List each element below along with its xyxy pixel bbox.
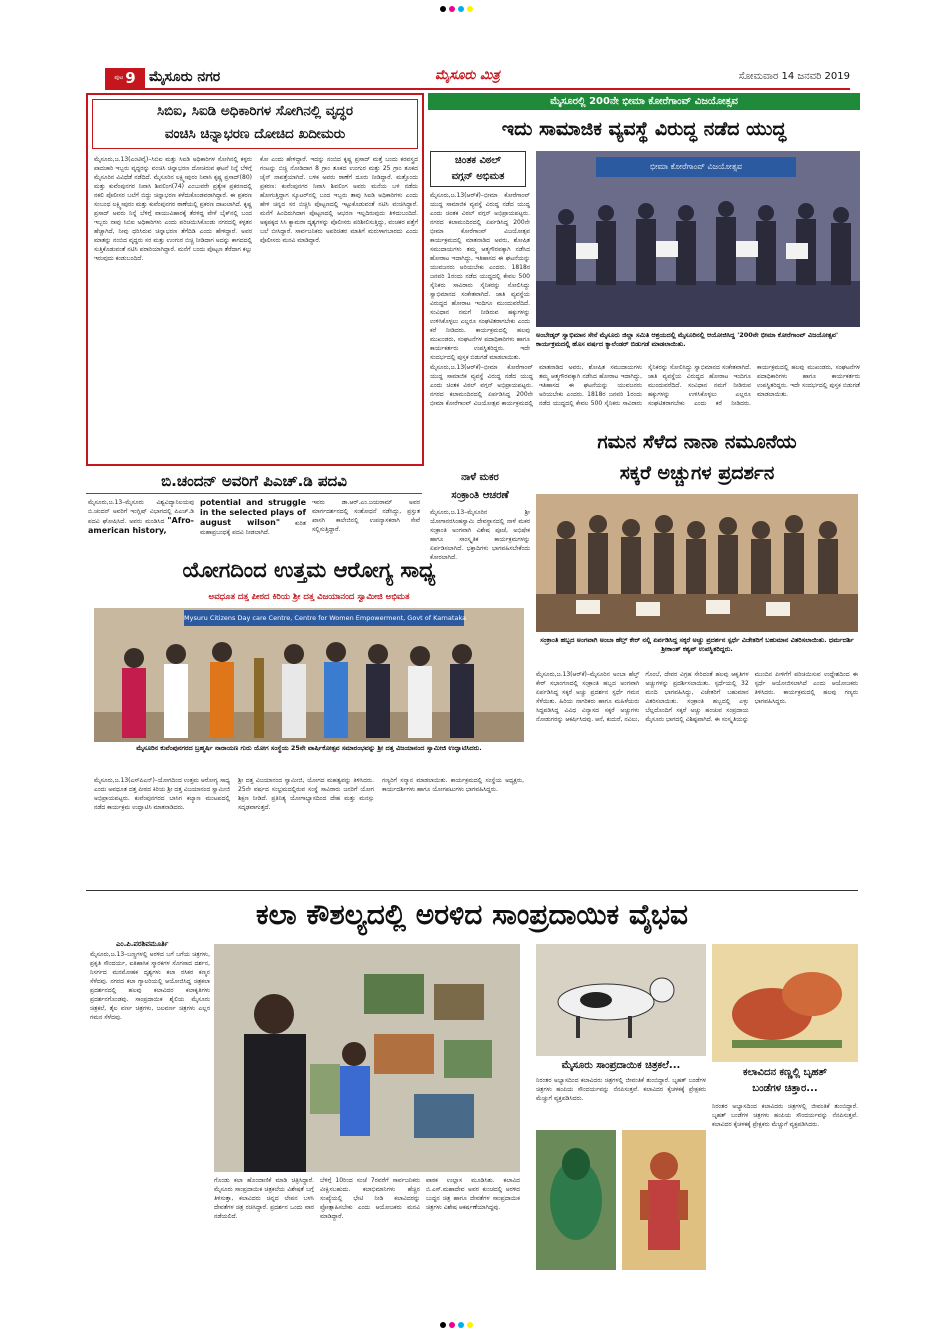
page-header: [105, 68, 850, 90]
story7-column-1: ಮೈಸೂರು,ಜ.13–ಬಣ್ಣಗಳಲ್ಲಿ ಅರಳಿದ ಬಗೆ ಬಗೆಯ ಚಿತ್ರಗಳು, ಪ್ರಕೃತಿ ಸೌಂದರ್ಯ, ಐತಿಹಾಸಿಕ ಸ್ಮಾರಕಗಳ ಸೊಗಸಾದ ದರ್ಶನ, ನಿಸರ್ಗದ ಮನಮೋಹಕ ದೃಶ್ಯಗಳು ಕಲಾ ರಸಿಕರ ಕಣ್ಮನ ಸೆಳೆದವು. ನಗರದ ಕಲಾ ಗ್ಯಾಲರಿಯಲ್ಲಿ ಆಯೋಜಿಸಿದ್ದ ಚಿತ್ರಕಲಾ ಪ್ರದರ್ಶನದಲ್ಲಿ ಹಲವು ಕಲಾವಿದರ ಕಲಾಕೃತಿಗಳು ಪ್ರದರ್ಶನಗೊಂಡವು. ಸಾಂಪ್ರದಾಯಿಕ ಶೈಲಿಯ ಮೈಸೂರು ಚಿತ್ರಕಲೆ, ತೈಲ ವರ್ಣ ಚಿತ್ರಗಳು, ಜಲವರ್ಣ ಚಿತ್ರಗಳು ಎಲ್ಲರ ಗಮನ ಸೆಳೆದವು.: [90, 951, 210, 1021]
story-yoga: [86, 552, 532, 836]
painting-buddha: [536, 1130, 616, 1270]
story7-right-column: ನಿರಂತರ ಅಭ್ಯಾಸದಿಂದ ಕಲಾವಿದರು ಚಿತ್ರಗಳಲ್ಲಿ ಜೀವಂತಿಕೆ ತುಂಬಿದ್ದಾರೆ. ಬೃಹತ್ ಬಂಡೆಗಳ ಚಿತ್ರಗಳು ಹಂಪಿಯ ಸೌಂದರ್ಯವನ್ನು ನೆನಪಿಸುತ್ತವೆ. ಕಲಾವಿದರ ಕೈಚಳಕಕ್ಕೆ ಪ್ರೇಕ್ಷಕರು ಮೆಚ್ಚುಗೆ ವ್ಯಕ್ತಪಡಿಸಿದರು.: [712, 1103, 858, 1128]
story7-column-4: ಪಾಠಕ ಉಲ್ಲಾಸ ಮೂಡಿಸಿತು. ಕಲಾವಿದ ಬಿ.ಎಸ್.ಮಹಾದೇವ ಅವರ ಕುಂಚದಲ್ಲಿ ಅರಳಿದ ಬುದ್ಧನ ಚಿತ್ರ ಹಾಗೂ ದೇವತೆಗಳ ಸಾಂಪ್ರದಾಯಿಕ ಚಿತ್ರಗಳು ವಿಶೇಷ ಆಕರ್ಷಣೆಯಾಗಿದ್ದವು.: [426, 1177, 520, 1211]
story5-body: ಮೈಸೂರು,ಜ.13(ಆರ್‌ಕೆ)–ಮೈಸೂರಿನ ಅಂಬಾ ಹೆಲ್ತ್ ಕೇರ್ ಸಭಾಂಗಣದಲ್ಲಿ ಸಂಕ್ರಾಂತಿ ಹಬ್ಬದ ಅಂಗವಾಗಿ ಏರ್ಪಡಿಸಿದ್ದ ಸಕ್ಕರೆ ಅಚ್ಚು ಪ್ರದರ್ಶನ ಸ್ಪರ್ಧೆ ಗಮನ ಸೆಳೆಯಿತು. ಹಿರಿಯ ನಾಗರಿಕರು ಹಾಗೂ ಮಹಿಳೆಯರು ಸಿದ್ಧಪಡಿಸಿದ್ದ ವಿವಿಧ ವಿನ್ಯಾಸದ ಸಕ್ಕರೆ ಅಚ್ಚುಗಳು ನೋಡುಗರನ್ನು ಆಕರ್ಷಿಸಿದವು. ಆನೆ, ಕುದುರೆ, ನವಿಲು, ಗೊಂಬೆ, ದೇವರ ವಿಗ್ರಹ ಸೇರಿದಂತೆ ಹಲವು ಆಕೃತಿಗಳ ಅಚ್ಚುಗಳನ್ನು ಪ್ರದರ್ಶಿಸಲಾಯಿತು. ಸ್ಪರ್ಧೆಯಲ್ಲಿ 32 ಮಂದಿ ಭಾಗವಹಿಸಿದ್ದು, ವಿಜೇತರಿಗೆ ಬಹುಮಾನ ವಿತರಿಸಲಾಯಿತು. ಸಂಕ್ರಾಂತಿ ಹಬ್ಬದಲ್ಲಿ ಎಳ್ಳು ಬೆಲ್ಲದೊಂದಿಗೆ ಸಕ್ಕರೆ ಅಚ್ಚು ಹಂಚುವ ಸಂಪ್ರದಾಯ ಮೈಸೂರು ಭಾಗದಲ್ಲಿ ವಿಶಿಷ್ಟವಾಗಿದೆ. ಈ ಸಂಸ್ಕೃತಿಯನ್ನು ಮುಂದಿನ ಪೀಳಿಗೆಗೆ ಪರಿಚಯಿಸುವ ಉದ್ದೇಶದಿಂದ ಈ ಸ್ಪರ್ಧೆ ಆಯೋಜಿಸಲಾಗಿದೆ ಎಂದು ಆಯೋಜಕರು ತಿಳಿಸಿದರು. ಕಾರ್ಯಕ್ರಮದಲ್ಲಿ ಹಲವು ಗಣ್ಯರು ಭಾಗವಹಿಸಿದ್ದರು.: [536, 671, 858, 723]
story7-column-3: ಬೆಳಿಗ್ಗೆ 10ರಿಂದ ಸಂಜೆ 7ರವರೆಗೆ ಸಾರ್ವಜನಿಕರು ವೀಕ್ಷಿಸಬಹುದು. ಕಲಾಭಿಮಾನಿಗಳು ಹೆಚ್ಚಿನ ಸಂಖ್ಯೆಯಲ್ಲಿ ಭೇಟಿ ನೀಡಿ ಕಲಾವಿದರನ್ನು ಪ್ರೋತ್ಸಾಹಿಸಬೇಕು ಎಂದು ಆಯೋಜಕರು ಮನವಿ ಮಾಡಿದ್ದಾರೆ.: [320, 1177, 420, 1220]
story2-body: ಮೈಸೂರು,ಜ.13(ಆರ್‌ಕೆ)–ಭೀಮಾ ಕೋರೆಗಾಂವ್ ಯುದ್ಧ ಸಾಮಾಜಿಕ ವ್ಯವಸ್ಥೆ ವಿರುದ್ಧ ನಡೆದ ಯುದ್ಧ ಎಂದು ಚಿಂತಕ ವಿಠಲ್ ವಗ್ಗನ್ ಅಭಿಪ್ರಾಯಪಟ್ಟರು. ನಗರದ ಕಲಾಮಂದಿರದಲ್ಲಿ ಏರ್ಪಡಿಸಿದ್ದ 200ನೇ ಭೀಮಾ ಕೋರೆಗಾಂವ್ ವಿಜಯೋತ್ಸವ ಕಾರ್ಯಕ್ರಮದಲ್ಲಿ ಮಾತನಾಡಿದ ಅವರು, ಶೋಷಿತ ಸಮುದಾಯಗಳು ತಮ್ಮ ಆತ್ಮಗೌರವಕ್ಕಾಗಿ ನಡೆಸಿದ ಹೋರಾಟ ಇದಾಗಿದ್ದು, ಇತಿಹಾಸದ ಈ ಘಟನೆಯನ್ನು ಯುವಜನರು ಅರಿಯಬೇಕು ಎಂದರು. 1818ರ ಜನವರಿ 1ರಂದು ನಡೆದ ಯುದ್ಧದಲ್ಲಿ ಕೇವಲ 500 ಸೈನಿಕರು ಸಾವಿರಾರು ಸೈನಿಕರನ್ನು ಸೋಲಿಸಿದ್ದು ಸ್ವಾಭಿಮಾನದ ಸಂಕೇತವಾಗಿದೆ. ಜಾತಿ ವ್ಯವಸ್ಥೆಯ ವಿರುದ್ಧದ ಹೋರಾಟ ಇಂದಿಗೂ ಮುಂದುವರೆದಿದೆ. ಸಂವಿಧಾನ ನಮಗೆ ನೀಡಿರುವ ಹಕ್ಕುಗಳನ್ನು ಉಳಿಸಿಕೊಳ್ಳಲು ಎಲ್ಲರೂ ಸಂಘಟಿತರಾಗಬೇಕು ಎಂದು ಕರೆ ನೀಡಿದರು. ಕಾರ್ಯಕ್ರಮದಲ್ಲಿ ಹಲವು ಮುಖಂಡರು, ಸಂಘಟನೆಗಳ ಪದಾಧಿಕಾರಿಗಳು ಹಾಗೂ ಕಾರ್ಯಕರ್ತರು ಉಪಸ್ಥಿತರಿದ್ದರು. ಇದೇ ಸಂದರ್ಭದಲ್ಲಿ ಪುಸ್ತಕ ಬಿಡುಗಡೆ ಮಾಡಲಾಯಿತು.: [430, 192, 530, 361]
headline-cbi-fraud: ಸಿಬಿಐ, ಸಿಐಡಿ ಅಧಿಕಾರಿಗಳ ಸೋಗಿನಲ್ಲಿ ವೃದ್ಧರ ವಂಚಿಸಿ ಚಿನ್ನಾಭರಣ ದೋಚಿದ ಖದೀಮರು: [92, 99, 418, 149]
story-koregaon: [428, 93, 860, 463]
issue-date: ಸೋಮವಾರ 14 ಜನವರಿ 2019: [738, 71, 850, 82]
story7-column-2: ಗೊಂಡು ಕಲಾ ಹೊಂದಾಣಿಕೆ ಮಾಡಿ ಚಿತ್ರಿಸಿದ್ದಾರೆ. ಮೈಸೂರು ಸಾಂಪ್ರದಾಯಿಕ ಚಿತ್ರಕಲೆಯ ವಿಶೇಷತೆ ಬಗ್ಗೆ ತಿಳಿಸುತ್ತಾ, ಕಲಾವಿದರು ಚಿನ್ನದ ಲೇಪನ ಬಳಸಿ ದೇವತೆಗಳ ಚಿತ್ರ ರಚಿಸಿದ್ದಾರೆ. ಪ್ರದರ್ಶನ ಒಂದು ವಾರ ನಡೆಯಲಿದೆ.: [214, 1177, 314, 1220]
story-sugar-moulds: [536, 426, 858, 836]
quote-title: "Afro-american history,: [88, 516, 194, 535]
koregaon-caption: ಅಂಬೇಡ್ಕರ್ ಸ್ವಾಭಿಮಾನ ಸೇನೆ ಮೈಸೂರು ಜಿಲ್ಲಾ ಸಮಿತಿ ಆಶ್ರಯದಲ್ಲಿ ಮೈಸೂರಿನಲ್ಲಿ ಆಯೋಜಿಸಿದ್ದ '200ನೇ ಭೀಮಾ ಕೋರೆಗಾಂವ್ ವಿಜಯೋತ್ಸವ' ಕಾರ್ಯಕ್ರಮದಲ್ಲಿ ಹೊಸ ವರ್ಷದ ಕ್ಯಾಲೆಂಡರ್ ಬಿಡುಗಡೆ ಮಾಡಲಾಯಿತು.: [536, 331, 838, 348]
newspaper-name: ಮೈಸೂರು ಮಿತ್ರ: [435, 68, 500, 83]
section-name: ಮೈಸೂರು ನಗರ: [149, 69, 221, 85]
story3-column-3: ಇವರು ಡಾ.ಆರ್.ಎಂ.ಜಯರಾಮ್ ಅವರ ಮಾರ್ಗದರ್ಶನದಲ್ಲಿ ಸಂಶೋಧನೆ ನಡೆಸಿದ್ದು, ಪ್ರಸ್ತುತ ಖಾಸಗಿ ಕಾಲೇಜಿನಲ್ಲಿ ಉಪನ್ಯಾಸಕರಾಗಿ ಸೇವೆ ಸಲ್ಲಿಸುತ್ತಿದ್ದಾರೆ.: [312, 499, 420, 533]
painting-caption-2: ಕಲಾವಿದನ ಕಣ್ಣಲ್ಲಿ ಬೃಹತ್ ಬಂಡೆಗಳ ಚಿತ್ತಾರ...: [743, 1067, 827, 1094]
story3-column-2: potential and struggle in the selected plays of august wilson" ಕುರಿತ ಮಹಾಪ್ರಬಂಧಕ್ಕೆ ಪದವಿ ನೀಡಲಾಗಿದೆ.: [200, 498, 306, 536]
yoga-caption: ಮೈಸೂರಿನ ಕುವೆಂಪುನಗರದ ಬ್ರಹ್ಮರ್ಷಿ ನಾರಾಯಣ ಗುರು ಯೋಗ ಸಂಸ್ಥೆಯ 25ನೇ ವಾರ್ಷಿಕೋತ್ಸವ ಸಮಾರಂಭವನ್ನು ಶ್ರೀ ದತ್ತ ವಿಜಯಾನಂದ ಸ್ವಾಮೀಜಿ ಉದ್ಘಾಟಿಸಿದರು.: [136, 744, 482, 752]
story3-column-1: ಮೈಸೂರು,ಜ.13–ಮೈಸೂರು ವಿಶ್ವವಿದ್ಯಾನಿಲಯವು ಬಿ.ಚಂದನ್ ಅವರಿಗೆ ಇಂಗ್ಲಿಷ್ ವಿಭಾಗದಲ್ಲಿ ಪಿಎಚ್.ಡಿ ಪದವಿ ಘೋಷಿಸಿದೆ. ಅವರು ಮಂಡಿಸಿದ "Afro-american history,: [88, 499, 194, 535]
art-byline: ಎಂ.ಪಿ.ಪರಶಿವಮೂರ್ತಿ: [116, 940, 169, 948]
painter-photo: [214, 944, 520, 1172]
story1-column-2: ಕೋ ಎಂದು ಹೇಳಿದ್ದಾರೆ. ಇದನ್ನು ನಂಬಿದ ಕೃಷ್ಣ ಪ್ರಸಾದ್ ಮತ್ತೆ ಬಂದು ಕರವಸ್ತ್ರದ ಗಂಟನ್ನು ಬಿಚ್ಚಿ ನೋಡಿದಾಗ 8 ಗ್ರಾಂ ತೂಕದ ಉಂಗುರ ಮತ್ತು 25 ಗ್ರಾಂ ತೂಕದ ಚೈನ್ ನಾಪತ್ತೆಯಾಗಿದೆ. ಬಳಿಕ ಅವರು ಠಾಣೆಗೆ ದೂರು ನೀಡಿದ್ದಾರೆ. ಮತ್ತೊಂದು ಪ್ರಕರಣ: ಕುವೆಂಪುನಗರ ನಿವಾಸಿ ಶಿವಲಿಂಗ ಅವರು ಮನೆಯ ಬಳಿ ನಡೆದು ಹೋಗುತ್ತಿದ್ದಾಗ ಸ್ಕೂಟರ್‌ನಲ್ಲಿ ಬಂದ ಇಬ್ಬರು ತಾವು ಸಿಐಡಿ ಅಧಿಕಾರಿಗಳು ಎಂದು ಹೇಳಿ ಚಿನ್ನದ ಸರ ಬಿಚ್ಚಿಸಿ ಪೊಟ್ಟಣದಲ್ಲಿ ಇಟ್ಟುಕೊಡುವಂತೆ ನಟಿಸಿ ವಂಚಿಸಿದ್ದಾರೆ. ಮನೆಗೆ ಹಿಂದಿರುಗಿದಾಗ ಪೊಟ್ಟಣದಲ್ಲಿ ಆಭರಣ ಇಲ್ಲದಿರುವುದು ತಿಳಿದುಬಂದಿದೆ. ಅಕ್ಕಪಕ್ಕದ ಸಿಸಿ ಕ್ಯಾಮರಾ ದೃಶ್ಯಗಳನ್ನು ಪೊಲೀಸರು ಪರಿಶೀಲಿಸುತ್ತಿದ್ದು, ವಂಚಕರ ಪತ್ತೆಗೆ ಬಲೆ ಬೀಸಿದ್ದಾರೆ. ಸಾರ್ವಜನಿಕರು ಅಪರಿಚಿತರ ಮಾತಿಗೆ ಮರುಳಾಗಬಾರದು ಎಂದು ಪೊಲೀಸರು ಮನವಿ ಮಾಡಿದ್ದಾರೆ.: [260, 156, 418, 244]
stage-banner: ಭೀಮಾ ಕೋರೆಗಾಂವ್ ವಿಜಯೋತ್ಸವ: [596, 157, 796, 177]
author-box: ಚಿಂತಕ ವಿಠಲ್ ವಗ್ಗನ್ ಅಭಿಮತ: [430, 151, 526, 187]
story-cbi-fraud: [86, 93, 424, 466]
headline-phd: ಬಿ.ಚಂದನ್ ಅವರಿಗೆ ಪಿಎಚ್.ಡಿ ಪದವಿ: [86, 468, 422, 494]
painting-caption-1: ಮೈಸೂರು ಸಾಂಪ್ರದಾಯಿಕ ಚಿತ್ರಕಲೆ...: [561, 1060, 681, 1071]
sugar-moulds-caption: ಸಂಕ್ರಾಂತಿ ಹಬ್ಬದ ಅಂಗವಾಗಿ ಅಂಬಾ ಹೆಲ್ತ್ ಕೇರ್ ನಲ್ಲಿ ಏರ್ಪಡಿಸಿದ್ದ ಸಕ್ಕರೆ ಅಚ್ಚು ಪ್ರದರ್ಶನ ಸ್ಪರ್ಧೆ ವಿಜೇತರಿಗೆ ಬಹುಮಾನ ವಿತರಿಸಲಾಯಿತು. ಧರ್ಮದರ್ಶಿ ಶ್ರೀಕಾಂತ್ ಕಶ್ಯಪ್ ಉಪಸ್ಥಿತರಿದ್ದರು.: [540, 636, 854, 653]
painting-rocks: [712, 944, 858, 1062]
section-divider: [86, 890, 858, 891]
story-phd: [86, 468, 422, 548]
painting-animals: [536, 944, 706, 1056]
page-number: 9: [125, 69, 136, 87]
story6-column-1: ಮೈಸೂರು,ಜ.13(ಎಸ್‌ಪಿಎನ್)–ಯೋಗದಿಂದ ಉತ್ತಮ ಆರೋಗ್ಯ ಸಾಧ್ಯ ಎಂದು ಅವಧೂತ ದತ್ತ ಪೀಠದ ಕಿರಿಯ ಶ್ರೀ ದತ್ತ ವಿಜಯಾನಂದ ಸ್ವಾಮೀಜಿ ಅಭಿಪ್ರಾಯಪಟ್ಟರು. ಕುವೆಂಪುನಗರದ ಬಾಸಿಗ ಕಲ್ಯಾಣ ಮಂಟಪದಲ್ಲಿ ನಡೆದ ಕಾರ್ಯಕ್ರಮ ಉದ್ಘಾಟಿಸಿ ಮಾತನಾಡಿದರು.: [94, 777, 230, 811]
kicker-sankranti: ನಾಳೆ ಮಕರ ಸಂಕ್ರಾಂತಿ ಆಚರಣೆ: [451, 472, 509, 501]
sugar-moulds-photo: [536, 494, 858, 632]
subhead-yoga: ಅವಧೂತ ದತ್ತ ಪೀಠದ ಕಿರಿಯ ಶ್ರೀ ದತ್ತ ವಿಜಯಾನಂದ ಸ್ವಾಮೀಜಿ ಅಭಿಮತ: [208, 592, 410, 602]
headline-koregaon: ಇದು ಸಾಮಾಜಿಕ ವ್ಯವಸ್ಥೆ ವಿರುದ್ಧ ನಡೆದ ಯುದ್ಧ: [501, 118, 787, 140]
story2-continued: ಮೈಸೂರು,ಜ.13(ಆರ್‌ಕೆ)–ಭೀಮಾ ಕೋರೆಗಾಂವ್ ಯುದ್ಧ ಸಾಮಾಜಿಕ ವ್ಯವಸ್ಥೆ ವಿರುದ್ಧ ನಡೆದ ಯುದ್ಧ ಎಂದು ಚಿಂತಕ ವಿಠಲ್ ವಗ್ಗನ್ ಅಭಿಪ್ರಾಯಪಟ್ಟರು. ನಗರದ ಕಲಾಮಂದಿರದಲ್ಲಿ ಏರ್ಪಡಿಸಿದ್ದ 200ನೇ ಭೀಮಾ ಕೋರೆಗಾಂವ್ ವಿಜಯೋತ್ಸವ ಕಾರ್ಯಕ್ರಮದಲ್ಲಿ ಮಾತನಾಡಿದ ಅವರು, ಶೋಷಿತ ಸಮುದಾಯಗಳು ತಮ್ಮ ಆತ್ಮಗೌರವಕ್ಕಾಗಿ ನಡೆಸಿದ ಹೋರಾಟ ಇದಾಗಿದ್ದು, ಇತಿಹಾಸದ ಈ ಘಟನೆಯನ್ನು ಯುವಜನರು ಅರಿಯಬೇಕು ಎಂದರು. 1818ರ ಜನವರಿ 1ರಂದು ನಡೆದ ಯುದ್ಧದಲ್ಲಿ ಕೇವಲ 500 ಸೈನಿಕರು ಸಾವಿರಾರು ಸೈನಿಕರನ್ನು ಸೋಲಿಸಿದ್ದು ಸ್ವಾಭಿಮಾನದ ಸಂಕೇತವಾಗಿದೆ. ಜಾತಿ ವ್ಯವಸ್ಥೆಯ ವಿರುದ್ಧದ ಹೋರಾಟ ಇಂದಿಗೂ ಮುಂದುವರೆದಿದೆ. ಸಂವಿಧಾನ ನಮಗೆ ನೀಡಿರುವ ಹಕ್ಕುಗಳನ್ನು ಉಳಿಸಿಕೊಳ್ಳಲು ಎಲ್ಲರೂ ಸಂಘಟಿತರಾಗಬೇಕು ಎಂದು ಕರೆ ನೀಡಿದರು. ಕಾರ್ಯಕ್ರಮದಲ್ಲಿ ಹಲವು ಮುಖಂಡರು, ಸಂಘಟನೆಗಳ ಪದಾಧಿಕಾರಿಗಳು ಹಾಗೂ ಕಾರ್ಯಕರ್ತರು ಉಪಸ್ಥಿತರಿದ್ದರು. ಇದೇ ಸಂದರ್ಭದಲ್ಲಿ ಪುಸ್ತಕ ಬಿಡುಗಡೆ ಮಾಡಲಾಯಿತು.: [430, 364, 860, 407]
story6-column-3: ಗಣ್ಯರಿಗೆ ಸನ್ಮಾನ ಮಾಡಲಾಯಿತು. ಕಾರ್ಯಕ್ರಮದಲ್ಲಿ ಸಂಸ್ಥೆಯ ಅಧ್ಯಕ್ಷರು, ಕಾರ್ಯದರ್ಶಿಗಳು ಹಾಗೂ ಯೋಗಪಟುಗಳು ಭಾಗವಹಿಸಿದ್ದರು.: [382, 777, 524, 793]
registration-mark-top: [440, 6, 500, 12]
page-label: ಪುಟ: [114, 74, 124, 81]
headline-sugar-moulds: ಗಮನ ಸೆಳೆದ ನಾನಾ ನಮೂನೆಯ ಸಕ್ಕರೆ ಅಚ್ಚುಗಳ ಪ್ರದರ್ಶನ: [597, 431, 797, 484]
koregaon-photo: [536, 151, 860, 327]
story7-right-body: ನಿರಂತರ ಅಭ್ಯಾಸದಿಂದ ಕಲಾವಿದರು ಚಿತ್ರಗಳಲ್ಲಿ ಜೀವಂತಿಕೆ ತುಂಬಿದ್ದಾರೆ. ಬೃಹತ್ ಬಂಡೆಗಳ ಚಿತ್ರಗಳು ಹಂಪಿಯ ಸೌಂದರ್ಯವನ್ನು ನೆನಪಿಸುತ್ತವೆ. ಕಲಾವಿದರ ಕೈಚಳಕಕ್ಕೆ ಪ್ರೇಕ್ಷಕರು ಮೆಚ್ಚುಗೆ ವ್ಯಕ್ತಪಡಿಸಿದರು.: [536, 1077, 706, 1102]
yoga-stage-banner: Mysuru Citizens Day care Centre, Centre for Women Empowerment, Govt of Karnataka: [184, 610, 464, 626]
yoga-photo: [94, 608, 524, 742]
kicker-koregaon: ಮೈಸೂರಲ್ಲಿ 200ನೇ ಭೀಮಾ ಕೋರೆಗಾಂವ್ ವಿಜಯೋತ್ಸವ: [428, 93, 860, 110]
painting-deity: [622, 1130, 706, 1270]
story-art: [86, 940, 858, 1275]
story6-column-2: ಶ್ರೀ ದತ್ತ ವಿಜಯಾನಂದ ಸ್ವಾಮೀಜಿ, ಯೋಗದ ಮಹತ್ವವನ್ನು ತಿಳಿಸಿದರು. 25ನೇ ವರ್ಷದ ಸಂಭ್ರಮದಲ್ಲಿರುವ ಸಂಸ್ಥೆ ಸಾವಿರಾರು ಜನರಿಗೆ ಯೋಗ ಶಿಕ್ಷಣ ನೀಡಿದೆ. ಪ್ರತಿನಿತ್ಯ ಯೋಗಾಭ್ಯಾಸದಿಂದ ದೇಹ ಮತ್ತು ಮನಸ್ಸು ಸದೃಢವಾಗುತ್ತದೆ.: [238, 777, 374, 811]
story4-body: ಮೈಸೂರು,ಜ.13–ಮೈಸೂರಿನ ಶ್ರೀ ಯೋಗಾನರಸಿಂಹಸ್ವಾಮಿ ದೇವಸ್ಥಾನದಲ್ಲಿ ನಾಳೆ ಮಕರ ಸಂಕ್ರಾಂತಿ ಅಂಗವಾಗಿ ವಿಶೇಷ ಪೂಜೆ, ಅಭಿಷೇಕ ಹಾಗೂ ಸಾಂಸ್ಕೃತಿಕ ಕಾರ್ಯಕ್ರಮಗಳನ್ನು ಏರ್ಪಡಿಸಲಾಗಿದೆ. ಭಕ್ತಾದಿಗಳು ಭಾಗವಹಿಸಬೇಕೆಂದು ಕೋರಲಾಗಿದೆ.: [430, 509, 530, 561]
story1-column-1: ಮೈಸೂರು,ಜ.13(ಎಂಟಿವೈ)–ಸಿಬಿಐ ಮತ್ತು ಸಿಐಡಿ ಅಧಿಕಾರಿಗಳ ಸೋಗಿನಲ್ಲಿ ಕಳ್ಳರು ಪಾದಚಾರಿ ಇಬ್ಬರು ವೃದ್ಧರನ್ನು ವಂಚಿಸಿ ಚಿನ್ನಾಭರಣ ದೋಚಿರುವ ಘಟನೆ ನಿನ್ನೆ ಬೆಳಿಗ್ಗೆ ಮೈಸೂರಿನ ವಿವಿಧೆಡೆ ನಡೆದಿದೆ. ಮೈಸೂರಿನ ಲಕ್ಷ್ಮೀಪುರಂ ನಿವಾಸಿ ಕೃಷ್ಣ ಪ್ರಸಾದ್(80) ಮತ್ತು ಕುವೆಂಪುನಗರ ನಿವಾಸಿ ಶಿವಲಿಂಗ(74) ಎಂಬುವರೇ ಪ್ರತ್ಯೇಕ ಪ್ರಕರಣದಲ್ಲಿ ನಕಲಿ ಪೊಲೀಸರ ಬಲೆಗೆ ಬಿದ್ದು ಚಿನ್ನಾಭರಣ ಕಳೆದುಕೊಂಡವರಾಗಿದ್ದಾರೆ. ಈ ಪ್ರಕರಣ ಸಂಬಂಧ ಲಕ್ಷ್ಮೀಪುರಂ ಮತ್ತು ಕುವೆಂಪುನಗರ ಠಾಣೆಯಲ್ಲಿ ಪ್ರಕರಣ ದಾಖಲಾಗಿದೆ. ಕೃಷ್ಣ ಪ್ರಸಾದ್ ಅವರು ನಿನ್ನೆ ಬೆಳಿಗ್ಗೆ ವಾಯುವಿಹಾರಕ್ಕೆ ತೆರಳಿದ್ದ ವೇಳೆ ಬೈಕ್‌ನಲ್ಲಿ ಬಂದ ಇಬ್ಬರು ನಾವು ಸಿಬಿಐ ಅಧಿಕಾರಿಗಳು ಎಂದು ಪರಿಚಯಿಸಿಕೊಂಡು ನಗರದಲ್ಲಿ ಕಳ್ಳತನ ಹೆಚ್ಚಾಗಿದೆ, ನೀವು ಧರಿಸಿರುವ ಚಿನ್ನಾಭರಣ ತೆಗೆದಿಡಿ ಎಂದು ಹೇಳಿದ್ದಾರೆ. ಅವರ ಮಾತನ್ನು ನಂಬಿದ ವೃದ್ಧರು ಸರ ಮತ್ತು ಉಂಗುರ ಬಿಚ್ಚಿ ನೀಡಿದಾಗ ಅದನ್ನು ಕಾಗದದಲ್ಲಿ ಸುತ್ತಿಕೊಡುವಂತೆ ನಟಿಸಿ ಪರಾರಿಯಾಗಿದ್ದಾರೆ. ಮನೆಗೆ ಬಂದು ಪೊಟ್ಟಣ ತೆರೆದಾಗ ಕಲ್ಲು ಇರುವುದು ಕಂಡುಬಂದಿದೆ.: [94, 156, 252, 262]
registration-mark-bottom: [440, 1322, 500, 1328]
headline-yoga: ಯೋಗದಿಂದ ಉತ್ತಮ ಆರೋಗ್ಯ ಸಾಧ್ಯ: [182, 558, 436, 582]
headline-art: ಕಲಾ ಕೌಶಲ್ಯದಲ್ಲಿ ಅರಳಿದ ಸಾಂಪ್ರದಾಯಿಕ ವೈಭವ: [256, 898, 688, 931]
page-number-box: [105, 68, 145, 88]
